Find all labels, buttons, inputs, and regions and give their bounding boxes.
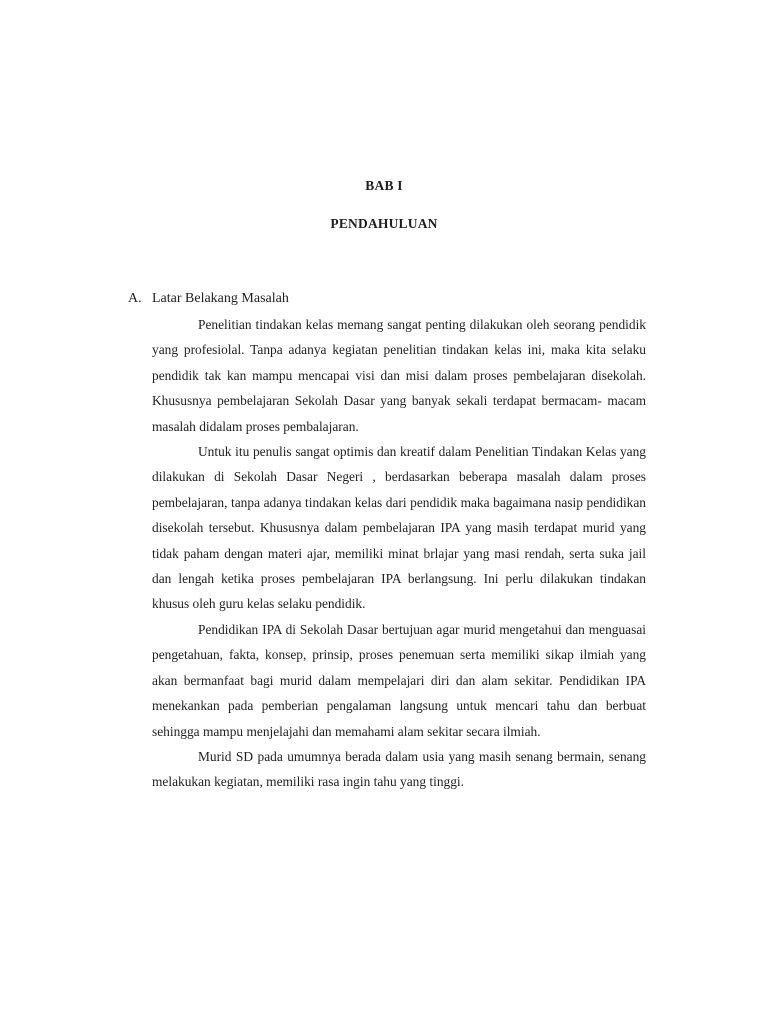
section-heading <box>128 290 289 308</box>
chapter-title: PENDAHULUAN <box>330 216 438 231</box>
section-title: Latar Belakang Masalah <box>152 291 289 306</box>
body-text <box>152 312 646 795</box>
chapter-number: BAB I <box>365 178 403 193</box>
paragraph: Penelitian tindakan kelas memang sangat penting dilakukan oleh seorang pendidik yang profesiolal. Tanpa adanya kegiatan penelitian tindakan kelas ini, maka kita selaku pendidik tak kan mampu mencapai visi dan misi dalam proses pembelajaran disekolah. Khususnya pembelajaran Sekolah Dasar yang banyak sekali terdapat bermacam- macam masalah didalam proses pembalajaran. <box>152 317 646 434</box>
paragraph: Pendidikan IPA di Sekolah Dasar bertujuan agar murid mengetahui dan menguasai pengetahuan, fakta, konsep, prinsip, proses penemuan serta memiliki sikap ilmiah yang akan bermanfaat bagi murid dalam mempelajari diri dan alam sekitar. Pendidikan IPA menekankan pada pemberian pengalaman langsung untuk mencari tahu dan berbuat sehingga mampu menjelajahi dan memahami alam sekitar secara ilmiah. <box>152 621 646 739</box>
paragraph: Untuk itu penulis sangat optimis dan kreatif dalam Penelitian Tindakan Kelas yang dilakukan di Sekolah Dasar Negeri , berdasarkan beberapa masalah dalam proses pembelajaran, tanpa adanya tindakan kelas dari pendidik maka bagaimana nasip pendidikan disekolah tersebut. Khususnya dalam pembelajaran IPA yang masih terdapat murid yang tidak paham dengan materi ajar, memiliki minat brlajar yang masi rendah, serta suka jail dan lengah ketika proses pembelajaran IPA berlangsung. Ini perlu dilakukan tindakan khusus oleh guru kelas selaku pendidik. <box>152 444 646 612</box>
section-letter: A. <box>128 291 142 306</box>
paragraph: Murid SD pada umumnya berada dalam usia yang masih senang bermain, senang melakukan kegiatan, memiliki rasa ingin tahu yang tinggi. <box>152 748 646 790</box>
